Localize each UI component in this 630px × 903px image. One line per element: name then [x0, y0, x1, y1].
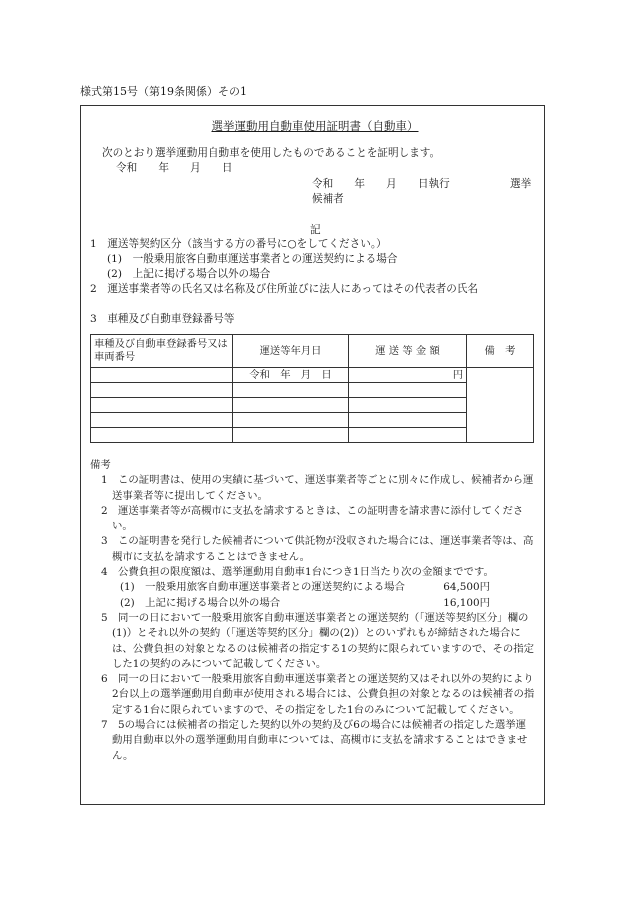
- cell-date[interactable]: [233, 398, 349, 413]
- note-item: 4 公費負担の限度額は、選挙運動用自動車1台につき1日当たり次の金額までです。: [101, 566, 494, 579]
- note-item: 3 この証明書を発行した候補者について供託物が没収された場合には、運送事業者等は、高槻市に支払を請求することはできません。: [101, 535, 534, 563]
- issue-date: 令和 年 月 日: [116, 162, 233, 174]
- section-3: 3 車種及び自動車登録番号等: [90, 313, 235, 325]
- limit-amount: 16,100円: [443, 596, 490, 609]
- header-amount: 運 送 等 金 額: [349, 335, 467, 368]
- election-suffix: 選挙: [510, 178, 532, 190]
- cell-amount[interactable]: 円: [349, 368, 467, 383]
- header-date: 運送等年月日: [233, 335, 349, 368]
- cell-date[interactable]: 令和 年 月 日: [233, 368, 349, 383]
- cell-vehicle[interactable]: [91, 383, 233, 398]
- candidate-label: 候補者: [312, 193, 344, 205]
- note-item: 6 同一の日において一般乗用旅客自動車運送事業者との運送契約又はそれ以外の契約により2台以上の選挙運動用自動車が使用される場合には、公費負担の対象となるのは候補者の指定する1台に限られていますので、その指定をした1台のみについて記載してください。: [101, 673, 535, 716]
- cell-date[interactable]: [233, 428, 349, 443]
- section-2: 2 運送事業者等の氏名又は名称及び住所並びに法人にあってはその代表者の氏名: [90, 283, 479, 295]
- limit-amount: 64,500円: [443, 581, 490, 594]
- header-vehicle: 車種及び自動車登録番号又は車両番号: [91, 335, 233, 368]
- intro-text: 次のとおり選挙運動用自動車を使用したものであることを証明します。: [102, 147, 441, 159]
- note-item: 5 同一の日において一般乗用旅客自動車運送事業者との運送契約（「運送等契約区分」欄の(1)）とそれ以外の契約（「運送等契約区分」欄の(2)）とのいずれもが締結された場合には、公費負担の対象となるのは候補者の指定する1の契約に限られていますので、その指定した1の契約のみについて記載してください。: [101, 611, 535, 670]
- cell-vehicle[interactable]: [91, 398, 233, 413]
- limit-label: (1) 一般乗用旅客自動車運送事業者との運送契約による場合: [120, 581, 405, 594]
- cell-vehicle[interactable]: [91, 413, 233, 428]
- cell-date[interactable]: [233, 383, 349, 398]
- cell-amount[interactable]: [349, 428, 467, 443]
- limit-item: [90, 596, 536, 611]
- note-item: 7 5の場合には候補者の指定した契約以外の契約及び6の場合には候補者の指定した選挙運動用自動車以外の選挙運動用自動車については、高槻市に支払を請求することはできません。: [101, 719, 528, 762]
- cell-amount[interactable]: [349, 413, 467, 428]
- ki-heading: 記: [310, 224, 321, 236]
- table-header-row: [91, 335, 534, 368]
- cell-amount[interactable]: [349, 383, 467, 398]
- table-row: [91, 368, 534, 383]
- header-remarks: 備 考: [467, 335, 534, 368]
- notes-section: [90, 458, 536, 764]
- note-item: 2 運送事業者等が高槻市に支払を請求するときは、この証明書を請求書に添付してください。: [101, 504, 524, 533]
- vehicle-table: [90, 334, 534, 443]
- cell-vehicle[interactable]: [91, 368, 233, 383]
- section-1-option-2: (2) 上記に掲げる場合以外の場合: [107, 268, 271, 280]
- cell-remarks[interactable]: [467, 368, 534, 443]
- limit-label: (2) 上記に掲げる場合以外の場合: [120, 596, 281, 609]
- cell-vehicle[interactable]: [91, 428, 233, 443]
- note-item: 1 この証明書は、使用の実績に基づいて、運送事業者等ごとに別々に作成し、候補者から運送事業者等に提出してください。: [101, 474, 534, 502]
- form-number: 様式第15号（第19条関係）その1: [80, 85, 247, 98]
- section-1: 1 運送等契約区分（該当する方の番号に○をしてください。）: [90, 238, 387, 250]
- section-1-option-1: (1) 一般乗用旅客自動車運送事業者との運送契約による場合: [107, 253, 398, 265]
- election-date: 令和 年 月 日執行: [312, 178, 450, 190]
- cell-date[interactable]: [233, 413, 349, 428]
- limit-item: [90, 580, 536, 595]
- cell-amount[interactable]: [349, 398, 467, 413]
- document-title: 選挙運動用自動車使用証明書（自動車）: [211, 119, 419, 133]
- notes-title: 備考: [90, 459, 111, 471]
